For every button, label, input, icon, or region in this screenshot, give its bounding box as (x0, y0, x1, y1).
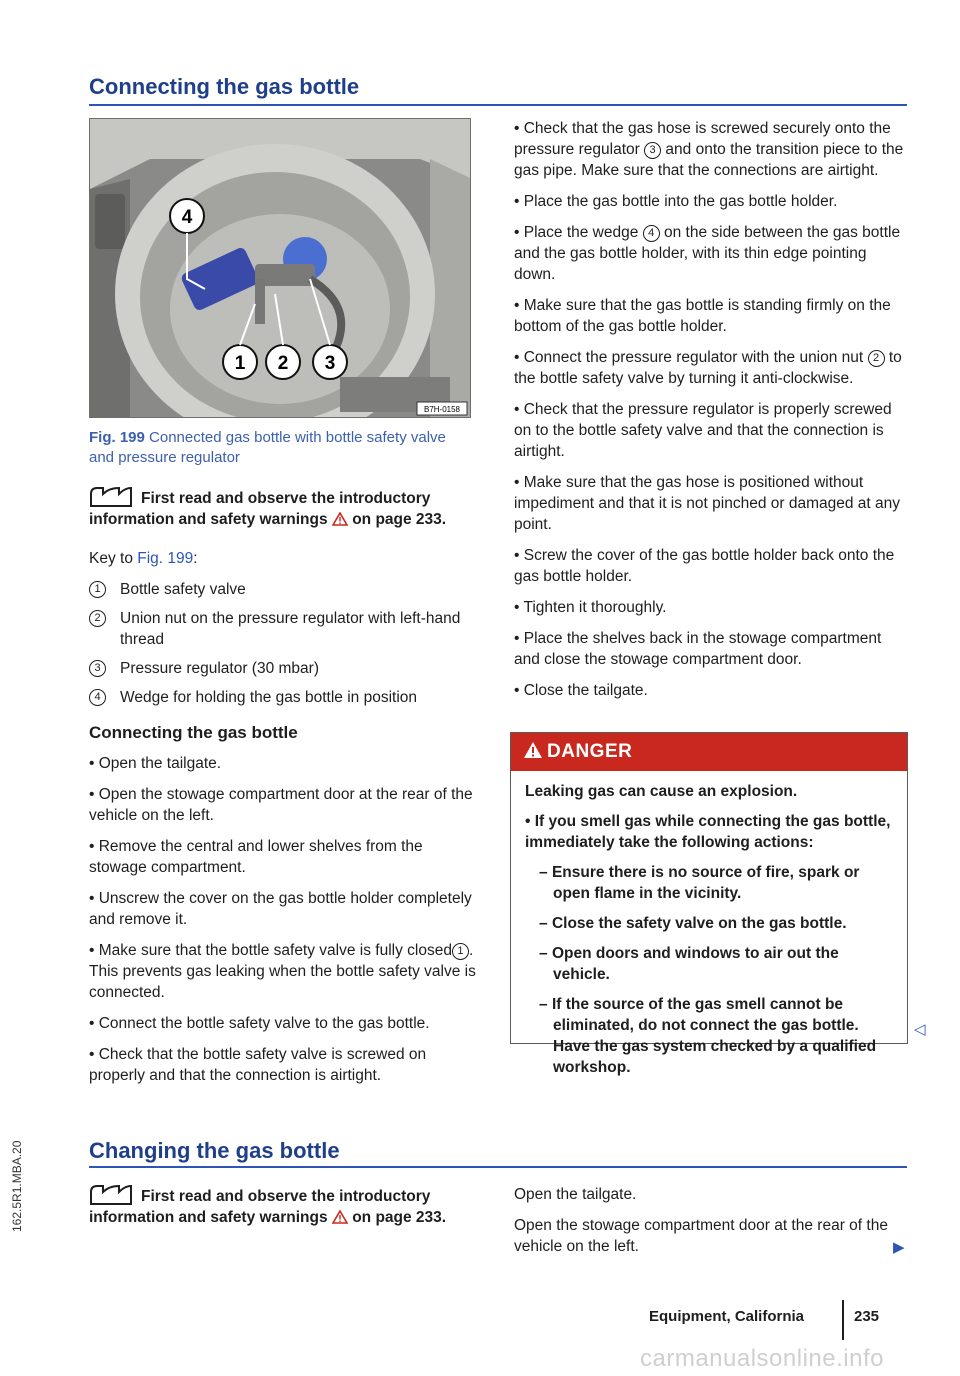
callout-4: 4 (181, 207, 193, 228)
end-mark-icon: ◁ (914, 1021, 926, 1038)
watermark: carmanualsonline.info (640, 1345, 884, 1372)
step-text: on the side between the gas bottle and the gas bottle holder, with its thin edge pointing down. (514, 224, 901, 283)
figure-caption (89, 428, 469, 468)
key-number: 4 (89, 689, 106, 706)
step-item: • Open the tailgate. (89, 753, 481, 774)
key-text: Bottle safety valve (120, 581, 246, 598)
right-column (514, 118, 906, 711)
step-item (514, 347, 906, 389)
figure-label: Fig. 199 (89, 429, 145, 446)
key-item (89, 579, 481, 600)
danger-body (511, 771, 907, 1078)
key-item (89, 608, 481, 650)
left-column (89, 486, 481, 1096)
key-intro-colon: : (193, 550, 198, 567)
step-item: • Remove the central and lower shelves from the stowage compartment. (89, 836, 481, 878)
step-item: • Make sure that the gas hose is positioned without impediment and that it is not pinched or damaged at any point. (514, 472, 906, 535)
danger-box (510, 732, 908, 1076)
step-text: . This prevents gas leaking when the bottle safety valve is connected. (89, 942, 476, 1001)
section-title: Changing the gas bottle (89, 1138, 340, 1163)
callout-1: 1 (234, 353, 246, 374)
ref-number: 1 (452, 943, 469, 960)
danger-header (511, 733, 907, 771)
key-text: Wedge for holding the gas bottle in position (120, 689, 417, 706)
step-item: • Place the shelves back in the stowage compartment and close the stowage compartment door. (514, 628, 906, 670)
figure-code: B7H-0158 (423, 405, 461, 414)
footer-divider (842, 1300, 844, 1340)
step-item: • Open the stowage compartment door at the rear of the vehicle on the left. (89, 784, 481, 826)
danger-action: – If the source of the gas smell cannot be eliminated, do not connect the gas bottle. Have the gas system checked by a qualified workshop. (533, 994, 893, 1078)
key-item (89, 658, 481, 679)
read-first-on: on (352, 1209, 372, 1226)
step-item (89, 940, 481, 1003)
step-text: Place the wedge (523, 224, 639, 241)
callout-2: 2 (277, 353, 289, 374)
read-first-text: First read and observe the introductory information and safety warnings (89, 1188, 431, 1226)
book-icon (89, 1184, 133, 1206)
danger-action: – Open doors and windows to air out the vehicle. (533, 943, 893, 985)
figure-link[interactable]: Fig. 199 (137, 550, 194, 567)
key-number: 1 (89, 581, 106, 598)
left-column-2 (89, 1184, 481, 1238)
key-item (89, 687, 481, 708)
warning-triangle-icon (332, 512, 348, 526)
danger-action: – Ensure there is no source of fire, spark or open flame in the vicinity. (533, 862, 893, 904)
danger-action: – Close the safety valve on the gas bottle. (533, 913, 893, 934)
danger-label: DANGER (547, 741, 633, 762)
step-item: • Close the tailgate. (514, 680, 906, 701)
danger-lead: Leaking gas can cause an explosion. (525, 783, 798, 800)
figure-gas-bottle (89, 118, 471, 418)
continue-arrow-icon: ▶ (893, 1239, 905, 1256)
step-text: Make sure that the bottle safety valve is fully closed (98, 942, 452, 959)
step-item (514, 222, 906, 285)
key-text: Union nut on the pressure regulator with left-hand thread (120, 610, 461, 648)
section-title: Connecting the gas bottle (89, 74, 360, 99)
key-text: Pressure regulator (30 mbar) (120, 660, 319, 677)
section-rule (89, 104, 907, 106)
step-item: • Screw the cover of the gas bottle holder back onto the gas bottle holder. (514, 545, 906, 587)
step-item: • Make sure that the gas bottle is standing firmly on the bottom of the gas bottle holder. (514, 295, 906, 337)
gas-bottle-illustration (90, 119, 471, 418)
footer-section: Equipment, California (649, 1308, 805, 1325)
key-intro-text: Key to (89, 550, 138, 567)
step-text: and onto the transition piece to the gas pipe. Make sure that the connections are airtight. (514, 141, 904, 179)
ref-number: 3 (644, 142, 661, 159)
key-number: 2 (89, 610, 106, 627)
read-first-note (89, 1184, 481, 1228)
step-item: • Place the gas bottle into the gas bottle holder. (514, 191, 906, 212)
page-number: 235 (854, 1308, 880, 1325)
paragraph: Open the tailgate. (514, 1186, 637, 1203)
key-intro (89, 548, 481, 569)
step-item (514, 118, 906, 181)
step-item: • Check that the bottle safety valve is screwed on properly and that the connection is airtight. (89, 1044, 481, 1086)
warning-triangle-icon (332, 1210, 348, 1224)
ref-number: 4 (643, 225, 660, 242)
step-item: • Tighten it thoroughly. (514, 597, 906, 618)
right-column-2 (514, 1184, 906, 1267)
read-first-text: First read and observe the introductory information and safety warnings (89, 490, 431, 528)
step-item: • Check that the pressure regulator is properly screwed on to the bottle safety valve and that the connection is airtight. (514, 399, 906, 462)
step-text: Connect the pressure regulator with the union nut (523, 349, 864, 366)
step-item: • Unscrew the cover on the gas bottle holder completely and remove it. (89, 888, 481, 930)
key-number: 3 (89, 660, 106, 677)
book-icon (89, 486, 133, 508)
read-first-page[interactable]: page 233. (375, 1209, 447, 1226)
subheading: Connecting the gas bottle (89, 723, 298, 742)
ref-number: 2 (868, 350, 885, 367)
read-first-note (89, 486, 481, 530)
danger-bullet: • If you smell gas while connecting the gas bottle, immediately take the following actions: (525, 811, 893, 853)
callout-3: 3 (324, 353, 336, 374)
side-code: 162.5R1.MBA.20 (10, 1140, 24, 1232)
figure-caption-text: Connected gas bottle with bottle safety valve and pressure regulator (89, 429, 446, 466)
read-first-page[interactable]: page 233. (375, 511, 447, 528)
read-first-on: on (352, 511, 372, 528)
step-text: Check that the gas hose is screwed securely onto the pressure regulator (514, 120, 891, 158)
step-text: to the bottle safety valve by turning it anti-clockwise. (514, 349, 902, 387)
warning-triangle-icon (523, 741, 543, 759)
paragraph: Open the stowage compartment door at the rear of the vehicle on the left. (514, 1217, 888, 1255)
section-rule (89, 1166, 907, 1168)
step-item: • Connect the bottle safety valve to the gas bottle. (89, 1013, 481, 1034)
